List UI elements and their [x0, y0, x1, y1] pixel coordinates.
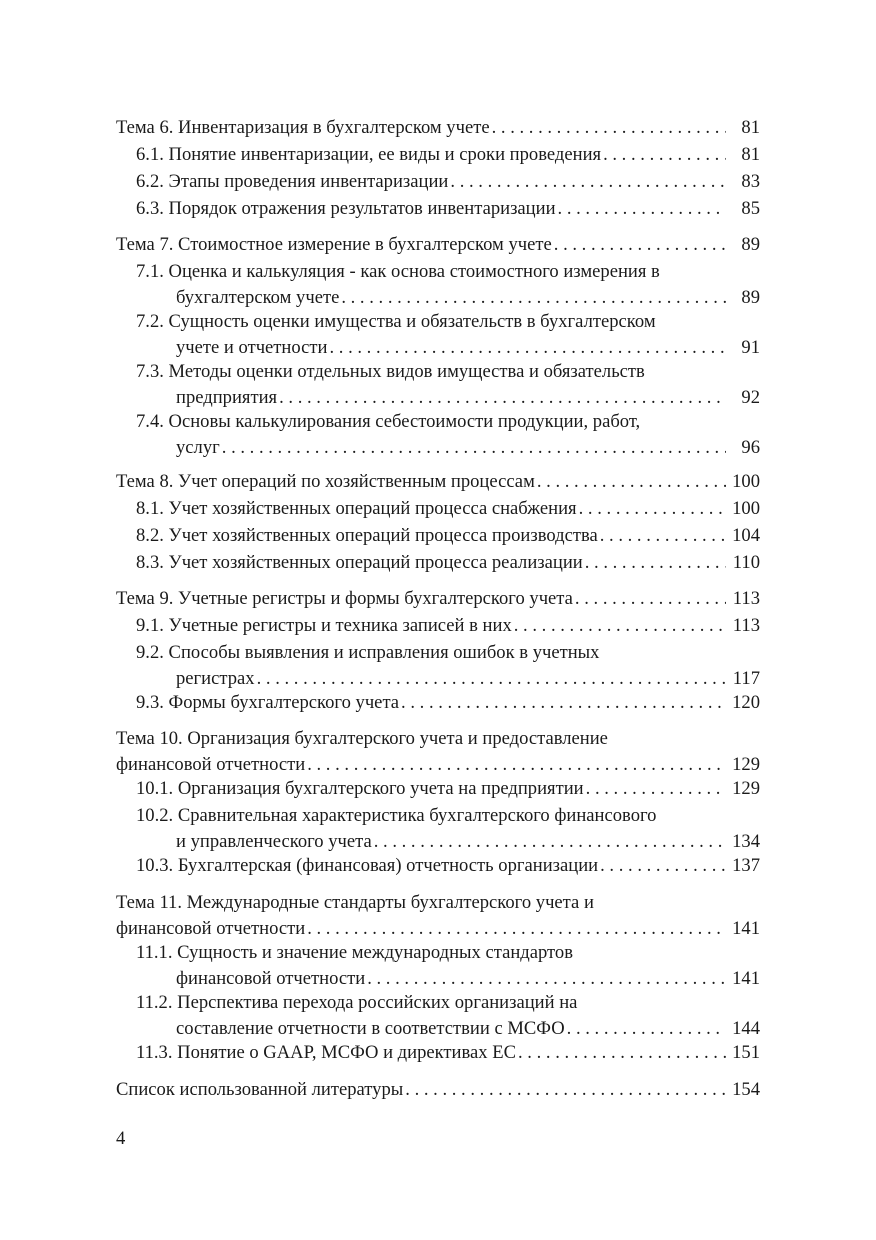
toc-title-line2: услуг — [176, 437, 220, 458]
toc-title-line2: составление отчетности в соответствии с МСФО — [176, 1018, 565, 1039]
leader-dots — [450, 169, 726, 195]
toc-entry-10-3 — [136, 853, 760, 879]
leader-dots — [537, 469, 726, 495]
toc-page-number: 141 — [732, 918, 760, 939]
toc-title: 8.3. Учет хозяйственных операций процесса реализации — [136, 552, 583, 573]
toc-page-number: 100 — [732, 471, 760, 492]
toc-title: 10.3. Бухгалтерская (финансовая) отчетность организации — [136, 855, 599, 876]
toc-entry-10-2 — [136, 803, 760, 855]
leader-dots — [307, 916, 726, 942]
toc-page-number: 113 — [732, 615, 760, 636]
toc-page-number: 117 — [732, 668, 760, 689]
leader-dots — [554, 232, 726, 258]
leader-dots — [367, 966, 726, 992]
toc-title: 8.2. Учет хозяйственных операций процесса производства — [136, 525, 598, 546]
toc-page-number: 144 — [732, 1018, 760, 1039]
toc-title: 6.2. Этапы проведения инвентаризации — [136, 171, 449, 192]
toc-title-line2: учете и отчетности — [176, 337, 328, 358]
page-folio-number: 4 — [116, 1128, 126, 1149]
toc-title-line2: и управленческого учета — [176, 831, 372, 852]
leader-dots — [579, 496, 726, 522]
toc-entry-6-3 — [136, 196, 760, 222]
toc-entry-8-3 — [136, 550, 760, 576]
toc-entry-9-1 — [136, 613, 760, 639]
toc-entry-9-2 — [136, 640, 760, 692]
toc-entry-7-1 — [136, 259, 760, 311]
toc-page-number: 110 — [732, 552, 760, 573]
leader-dots — [518, 1040, 726, 1066]
toc-entry-literature — [116, 1077, 760, 1103]
toc-page-number: 129 — [732, 778, 760, 799]
toc-title: 8.1. Учет хозяйственных операций процесса снабжения — [136, 498, 577, 519]
toc-entry-11-1 — [136, 940, 760, 992]
toc-page-number: 96 — [741, 437, 760, 458]
toc-entry-topic-8 — [116, 469, 760, 495]
leader-dots — [600, 523, 726, 549]
toc-title-line2: финансовой отчетности — [116, 754, 306, 775]
toc-title: Тема 6. Инвентаризация в бухгалтерском учете — [116, 117, 490, 138]
toc-page-number: 120 — [732, 692, 760, 713]
toc-page-number: 141 — [732, 968, 760, 989]
toc-title-line1: 7.2. Сущность оценки имущества и обязательств в бухгалтерском — [136, 311, 656, 332]
toc-page-number: 113 — [732, 588, 760, 609]
toc-page-number: 89 — [741, 234, 760, 255]
leader-dots — [492, 115, 726, 141]
toc-entry-6-2 — [136, 169, 760, 195]
toc-title: Тема 8. Учет операций по хозяйственным процессам — [116, 471, 535, 492]
leader-dots — [329, 335, 726, 361]
toc-entry-7-3 — [136, 359, 760, 411]
toc-title: 10.1. Организация бухгалтерского учета на предприятии — [136, 778, 584, 799]
toc-page-number: 100 — [732, 498, 760, 519]
leader-dots — [575, 586, 726, 612]
toc-title-line2: финансовой отчетности — [116, 918, 306, 939]
toc-page-number: 81 — [741, 144, 760, 165]
toc-title-line2: бухгалтерском учете — [176, 287, 340, 308]
leader-dots — [558, 196, 726, 222]
toc-title: Тема 9. Учетные регистры и формы бухгалтерского учета — [116, 588, 573, 609]
leader-dots — [514, 613, 726, 639]
toc-title-line1: Тема 10. Организация бухгалтерского учета и предоставление — [116, 728, 608, 749]
toc-entry-topic-11 — [116, 890, 760, 942]
toc-page-number: 89 — [741, 287, 760, 308]
leader-dots — [374, 829, 726, 855]
toc-entry-11-3 — [136, 1040, 760, 1066]
toc-page-number: 104 — [732, 525, 760, 546]
toc-entry-11-2 — [136, 990, 760, 1042]
leader-dots — [586, 776, 726, 802]
toc-page-number: 91 — [741, 337, 760, 358]
toc-title-line2: предприятия — [176, 387, 278, 408]
toc-title-line1: 7.4. Основы калькулирования себестоимости продукции, работ, — [136, 411, 641, 432]
toc-title: 6.3. Порядок отражения результатов инвентаризации — [136, 198, 556, 219]
toc-entry-topic-10 — [116, 726, 760, 778]
leader-dots — [222, 435, 726, 461]
toc-entry-7-2 — [136, 309, 760, 361]
toc-entry-10-1 — [136, 776, 760, 802]
toc-entry-6-1 — [136, 142, 760, 168]
toc-page-number: 151 — [732, 1042, 760, 1063]
toc-title-line1: 9.2. Способы выявления и исправления ошибок в учетных — [136, 642, 600, 663]
toc-title-line1: 11.1. Сущность и значение международных стандартов — [136, 942, 573, 963]
toc-page-number: 85 — [741, 198, 760, 219]
toc-page-number: 134 — [732, 831, 760, 852]
leader-dots — [567, 1016, 726, 1042]
toc-title: 9.1. Учетные регистры и техника записей в них — [136, 615, 512, 636]
toc-title: Тема 7. Стоимостное измерение в бухгалтерском учете — [116, 234, 552, 255]
leader-dots — [307, 752, 726, 778]
toc-title-line1: 11.2. Перспектива перехода российских организаций на — [136, 992, 578, 1013]
toc-page-number: 92 — [741, 387, 760, 408]
toc-page-number: 83 — [741, 171, 760, 192]
toc-title-line1: 10.2. Сравнительная характеристика бухгалтерского финансового — [136, 805, 657, 826]
toc-title-line1: 7.1. Оценка и калькуляция - как основа стоимостного измерения в — [136, 261, 660, 282]
toc-entry-topic-7 — [116, 232, 760, 258]
leader-dots — [600, 853, 726, 879]
toc-page-number: 154 — [732, 1079, 760, 1100]
leader-dots — [341, 285, 726, 311]
toc-entry-8-1 — [136, 496, 760, 522]
toc-title-line1: Тема 11. Международные стандарты бухгалтерского учета и — [116, 892, 594, 913]
toc-title: 9.3. Формы бухгалтерского учета — [136, 692, 400, 713]
toc-entry-7-4 — [136, 409, 760, 461]
toc-title-line2: финансовой отчетности — [176, 968, 366, 989]
leader-dots — [585, 550, 726, 576]
toc-title: 6.1. Понятие инвентаризации, ее виды и сроки проведения — [136, 144, 602, 165]
toc-entry-9-3 — [136, 690, 760, 716]
toc-title-line2: регистрах — [176, 668, 255, 689]
toc-page-number: 129 — [732, 754, 760, 775]
leader-dots — [603, 142, 726, 168]
toc-entry-topic-9 — [116, 586, 760, 612]
toc-page-number: 81 — [741, 117, 760, 138]
toc-entry-8-2 — [136, 523, 760, 549]
toc-title: Список использованной литературы — [116, 1079, 404, 1100]
leader-dots — [401, 690, 726, 716]
leader-dots — [257, 666, 726, 692]
leader-dots — [279, 385, 726, 411]
toc-entry-topic-6 — [116, 115, 760, 141]
toc-title-line1: 7.3. Методы оценки отдельных видов имущества и обязательств — [136, 361, 645, 382]
toc-page-number: 137 — [732, 855, 760, 876]
toc-title: 11.3. Понятие о GAAP, МСФО и директивах ЕС — [136, 1042, 516, 1063]
leader-dots — [405, 1077, 726, 1103]
